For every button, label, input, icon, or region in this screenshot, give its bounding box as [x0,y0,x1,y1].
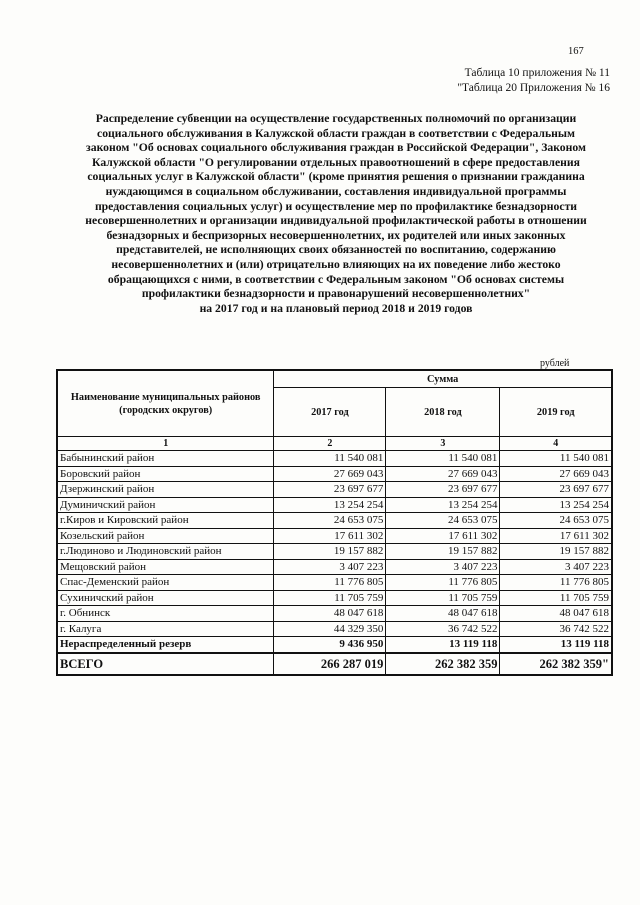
value-2019: 17 611 302 [500,528,612,544]
value-2018: 3 407 223 [386,559,500,575]
header-sum: Сумма [274,370,612,388]
document-title [50,112,622,316]
value-2017: 11 705 759 [274,590,386,606]
value-2018: 13 119 118 [386,637,500,653]
header-municipality: Наименование муниципальных районов (городских округов) [57,370,274,437]
value-2019: 262 382 359" [500,653,612,675]
table-row [57,497,612,513]
value-2018: 36 742 522 [386,621,500,637]
title-line: Распределение субвенции на осуществление государственных полномочий по организации [95,112,577,125]
subvention-table [56,369,613,676]
row-name: Думиничский район [57,497,274,513]
value-2018: 24 653 075 [386,513,500,529]
row-name: Спас-Деменский район [57,575,274,591]
value-2019: 48 047 618 [500,606,612,622]
value-2019: 24 653 075 [500,513,612,529]
column-number: 3 [386,437,500,451]
table-row [57,528,612,544]
value-2018: 17 611 302 [386,528,500,544]
value-2017: 27 669 043 [274,466,386,482]
title-line: несовершеннолетних и (или) отрицательно влияющих на их поведение либо жестоко [111,257,561,271]
value-2017: 11 776 805 [274,575,386,591]
title-line: социального обслуживания в Калужской области граждан в соответствии с Федеральным [97,126,575,140]
annex-reference [457,66,610,96]
title-line: профилактики безнадзорности и правонарушений несовершеннолетних" [141,287,531,301]
title-line: нуждающимся в социальном обслуживании, составления индивидуальной программы [105,184,567,198]
value-2018: 11 776 805 [386,575,500,591]
value-2018: 262 382 359 [386,653,500,675]
row-name: Боровский район [57,466,274,482]
row-name: ВСЕГО [57,653,274,675]
value-2018: 11 705 759 [386,590,500,606]
row-name: Дзержинский район [57,482,274,498]
column-number: 1 [57,437,274,451]
value-2019: 13 254 254 [500,497,612,513]
title-line: несовершеннолетних и организации индивидуальной профилактической работы в отношении [85,214,587,228]
header-year-2018: 2018 год [386,388,500,437]
column-number: 4 [500,437,612,451]
value-2017: 3 407 223 [274,559,386,575]
title-line: Калужской области "О регулировании отдельных правоотношений в сфере предоставления [92,155,580,169]
value-2018: 48 047 618 [386,606,500,622]
value-2017: 44 329 350 [274,621,386,637]
value-2017: 48 047 618 [274,606,386,622]
row-name: г. Калуга [57,621,274,637]
table-row [57,575,612,591]
value-2018: 27 669 043 [386,466,500,482]
value-2019: 11 705 759 [500,590,612,606]
title-line: социальных услуг в Калужской области" (кроме принятия решения о признании гражданина [87,170,585,184]
value-2019: 3 407 223 [500,559,612,575]
table-row [57,544,612,560]
value-2017: 19 157 882 [274,544,386,560]
value-2019: 13 119 118 [500,637,612,653]
value-2019: 36 742 522 [500,621,612,637]
table-row [57,590,612,606]
column-number-row [57,437,612,451]
page-number: 167 [568,46,584,57]
value-2019: 27 669 043 [500,466,612,482]
value-2017: 13 254 254 [274,497,386,513]
value-2017: 266 287 019 [274,653,386,675]
table-row [57,482,612,498]
header-year-2019: 2019 год [500,388,612,437]
title-line: предоставления социальных услуг) и осуществление мер по профилактике безнадзорности [94,199,578,213]
units-label: рублей [540,358,570,369]
value-2019: 11 776 805 [500,575,612,591]
annex-line-2: "Таблица 20 Приложения № 16 [457,82,610,94]
annex-line-1: Таблица 10 приложения № 11 [464,67,610,79]
value-2017: 17 611 302 [274,528,386,544]
table-row [57,621,612,637]
row-name: г.Людиново и Людиновский район [57,544,274,560]
value-2018: 13 254 254 [386,497,500,513]
title-line: обращающихся с ними, в соответствии с Федеральным законом "Об основах системы [107,272,565,286]
value-2018: 11 540 081 [386,451,500,467]
value-2017: 11 540 081 [274,451,386,467]
value-2019: 19 157 882 [500,544,612,560]
reserve-row [57,637,612,653]
table-row [57,451,612,467]
title-line: безнадзорных и беспризорных несовершеннолетних, их родителей или иных законных [106,228,566,242]
row-name: Бабынинский район [57,451,274,467]
row-name: г. Обнинск [57,606,274,622]
column-number: 2 [274,437,386,451]
table-row [57,559,612,575]
header-year-2017: 2017 год [274,388,386,437]
value-2019: 23 697 677 [500,482,612,498]
row-name: Мещовский район [57,559,274,575]
total-row [57,653,612,675]
row-name: г.Киров и Кировский район [57,513,274,529]
table-row [57,466,612,482]
row-name: Сухиничский район [57,590,274,606]
value-2017: 9 436 950 [274,637,386,653]
row-name: Козельский район [57,528,274,544]
table-row [57,606,612,622]
title-line: представителей, не исполняющих своих обязанностей по воспитанию, содержанию [116,243,556,257]
value-2018: 23 697 677 [386,482,500,498]
table-row [57,513,612,529]
title-line: на 2017 год и на плановый период 2018 и 2019 годов [199,301,473,315]
title-line: законом "Об основах социального обслуживания граждан в Российской Федерации", Законом [86,141,586,155]
value-2018: 19 157 882 [386,544,500,560]
value-2017: 23 697 677 [274,482,386,498]
row-name: Нераспределенный резерв [57,637,274,653]
value-2019: 11 540 081 [500,451,612,467]
value-2017: 24 653 075 [274,513,386,529]
